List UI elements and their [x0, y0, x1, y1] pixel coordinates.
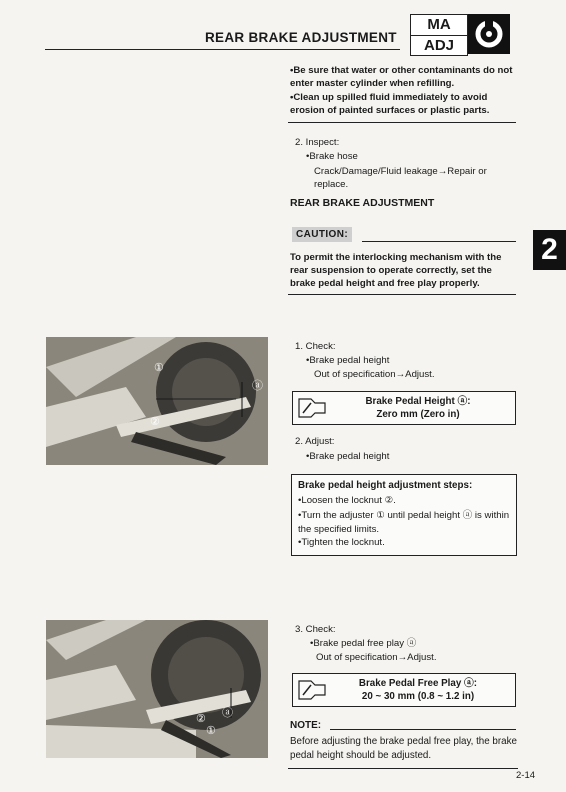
check-item: •Brake pedal height [306, 355, 390, 366]
check-detail: Out of specification→Adjust. [314, 369, 435, 380]
caution-end-rule [288, 294, 516, 295]
caution-text: To permit the interlocking mechanism with the rear suspension to operate correctly, set the brake pedal height and free play properly. [290, 252, 502, 289]
step-turn: •Turn the adjuster ① until pedal height ⓐ is within the specified limits. [298, 510, 510, 535]
section-title: REAR BRAKE ADJUSTMENT [290, 197, 435, 209]
adjustment-steps-box [291, 474, 517, 556]
footer-rule [288, 768, 518, 769]
callout-adjuster: ① [154, 362, 164, 374]
adjust-step: 2. Adjust: [295, 436, 335, 447]
callout-locknut: ② [150, 416, 160, 428]
callout-adjuster-2: ① [206, 725, 216, 737]
inspect-step: 2. Inspect: [295, 137, 340, 148]
spec-box-height [292, 391, 516, 425]
spec-height-value: Zero mm (Zero in) [376, 409, 460, 420]
brake-pedal-photo-2 [46, 620, 268, 758]
spec-height-label: Brake Pedal Height ⓐ: [365, 396, 471, 407]
page-number: 2-14 [516, 770, 536, 781]
steps-title: Brake pedal height adjustment steps: [298, 480, 473, 491]
spec-wrench-icon [297, 677, 327, 701]
spec-box-free-play [292, 673, 516, 707]
callout-locknut-2: ② [196, 713, 206, 725]
callout-height: ⓐ [252, 380, 263, 392]
badge-bottom: ADJ [423, 37, 454, 54]
note-text: Before adjusting the brake pedal free play, the brake pedal height should be adjusted. [290, 736, 517, 761]
section-badge [410, 14, 468, 56]
caution-rule [362, 241, 516, 242]
spec-free-play-value: 20 ~ 30 mm (0.8 ~ 1.2 in) [361, 691, 475, 702]
spec-free-play-label: Brake Pedal Free Play ⓐ: [358, 678, 478, 689]
adjust-item: •Brake pedal height [306, 451, 390, 462]
warning-rule [288, 122, 516, 123]
warning-1: •Be sure that water or other contaminants do not enter master cylinder when refilling. [290, 65, 513, 89]
warning-2: •Clean up spilled fluid immediately to avoid erosion of painted surfaces or plastic parts. [290, 92, 490, 116]
spec-free-play-text [333, 677, 503, 703]
check-step: 1. Check: [295, 341, 336, 352]
caution-label: CAUTION: [292, 227, 352, 242]
spec-wrench-icon [297, 395, 327, 419]
wrench-icon [468, 14, 510, 54]
check2-detail: Out of specification→Adjust. [316, 652, 437, 663]
chapter-tab: 2 [533, 230, 566, 270]
callout-free-play: ⓐ [222, 707, 233, 719]
header-rule [45, 49, 400, 50]
inspect-item: •Brake hose [306, 151, 358, 162]
inspect-detail: Crack/Damage/Fluid leakage→Repair or replace. [314, 166, 487, 190]
check2-step: 3. Check: [295, 624, 336, 635]
brake-pedal-photo-1 [46, 337, 268, 465]
spec-height-text [333, 395, 503, 421]
page-title: REAR BRAKE ADJUSTMENT [205, 30, 397, 45]
note-rule [330, 729, 516, 730]
step-tighten: •Tighten the locknut. [298, 537, 385, 548]
note-label: NOTE: [290, 720, 322, 731]
check2-item: •Brake pedal free play ⓐ [310, 638, 417, 649]
badge-top: MA [411, 15, 467, 36]
step-loosen: •Loosen the locknut ②. [298, 495, 396, 506]
